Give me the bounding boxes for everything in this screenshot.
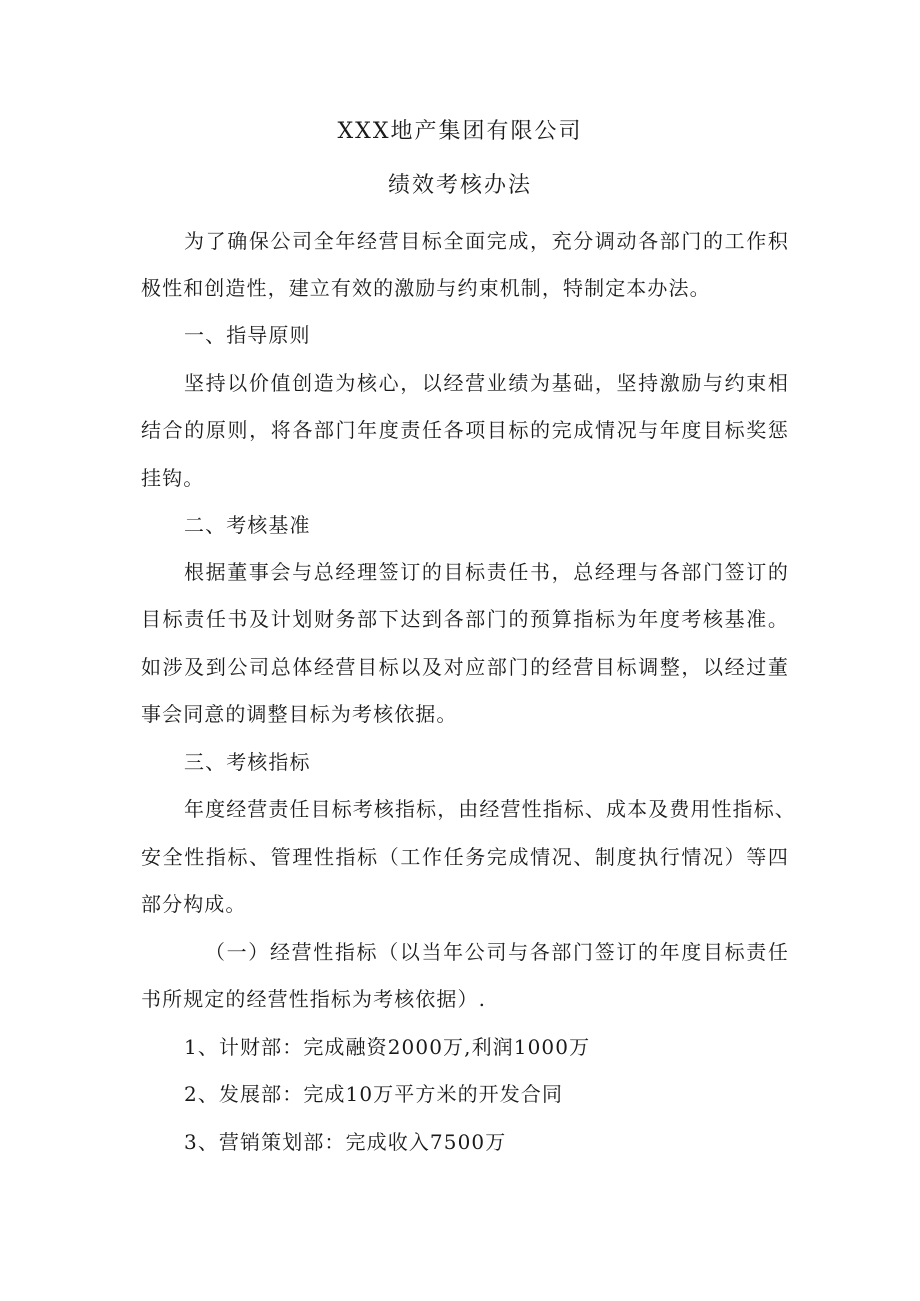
section3-heading: 三、考核指标 bbox=[184, 750, 311, 774]
company-name: XXX地产集团有限公司 bbox=[337, 119, 583, 144]
sub1-line-2: 书所规定的经营性指标为考核依据）. bbox=[141, 987, 487, 1011]
section1-heading: 一、指导原则 bbox=[184, 323, 311, 347]
intro-line-2: 极性和创造性，建立有效的激励与约束机制，特制定本办法。 bbox=[141, 276, 711, 300]
document-title: 绩效考核办法 bbox=[387, 173, 532, 198]
section3-line-2: 安全性指标、管理性指标（工作任务完成情况、制度执行情况）等四 bbox=[141, 845, 789, 869]
section3-line-3: 部分构成。 bbox=[141, 892, 247, 916]
list-item-1: 1、计财部：完成融资2000万,利润1000万 bbox=[184, 1035, 591, 1059]
list-item-3: 3、营销策划部：完成收入7500万 bbox=[184, 1130, 507, 1154]
section2-line-3: 如涉及到公司总体经营目标以及对应部门的经营目标调整，以经过董 bbox=[141, 655, 789, 679]
section1-line-2: 结合的原则，将各部门年度责任各项目标的完成情况与年度目标奖惩 bbox=[141, 418, 789, 442]
section2-line-1: 根据董事会与总经理签订的目标责任书，总经理与各部门签订的 bbox=[184, 560, 789, 584]
intro-line-1: 为了确保公司全年经营目标全面完成，充分调动各部门的工作积 bbox=[184, 229, 789, 253]
section2-line-4: 事会同意的调整目标为考核依据。 bbox=[141, 702, 458, 726]
list-item-2: 2、发展部：完成10万平方米的开发合同 bbox=[184, 1082, 564, 1106]
section3-line-1: 年度经营责任目标考核指标，由经营性指标、成本及费用性指标、 bbox=[184, 797, 796, 821]
sub1-line-1: （一）经营性指标（以当年公司与各部门签订的年度目标责任 bbox=[205, 940, 789, 964]
section2-line-2: 目标责任书及计划财务部下达到各部门的预算指标为年度考核基准。 bbox=[141, 607, 789, 631]
section1-line-1: 坚持以价值创造为核心，以经营业绩为基础，坚持激励与约束相 bbox=[184, 371, 789, 395]
section2-heading: 二、考核基准 bbox=[184, 513, 311, 537]
section1-line-3: 挂钩。 bbox=[141, 466, 205, 490]
